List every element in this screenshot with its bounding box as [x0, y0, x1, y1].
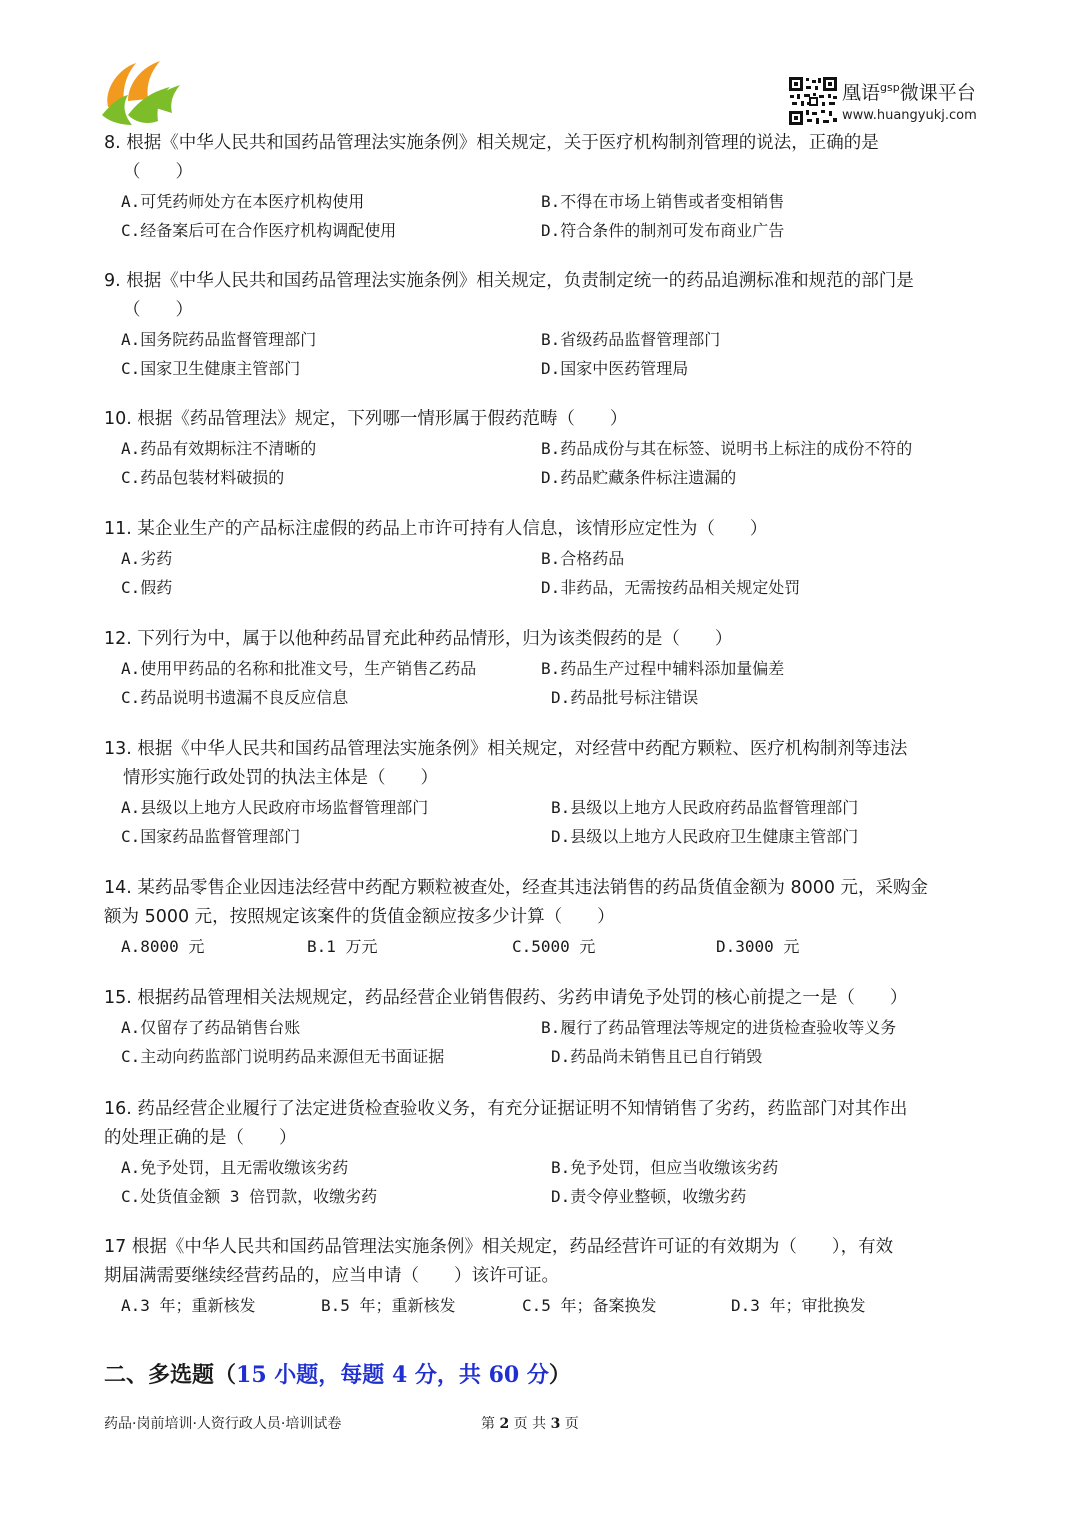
question-15: [104, 984, 984, 1071]
question-17: [104, 1233, 984, 1320]
section-heading-multiple-choice: 二、多选题（15 小题，每题 4 分，共 60 分）: [104, 1362, 571, 1388]
option-a: A.3 年；重新核发: [121, 1296, 256, 1315]
option-b: B.药品成份与其在标签、说明书上标注的成份不符的: [541, 439, 913, 458]
option-c: C.5 年；备案换发: [522, 1296, 657, 1315]
option-d: D.责令停业整顿，收缴劣药: [551, 1187, 747, 1206]
option-list: [104, 793, 984, 851]
question-stem: 10. 根据《药品管理法》规定，下列哪一情形属于假药范畴（ ）: [104, 409, 628, 429]
question-stem: 8. 根据《中华人民共和国药品管理法实施条例》相关规定，关于医疗机构制剂管理的说法，正确的是: [104, 133, 879, 153]
question-stem: 17 根据《中华人民共和国药品管理法实施条例》相关规定，药品经营许可证的有效期为（ ），有效: [104, 1237, 894, 1257]
option-a: A.免予处罚，且无需收缴该劣药: [121, 1158, 349, 1177]
option-d: D.药品尚未销售且已自行销毁: [551, 1047, 763, 1066]
brand-url: www.huangyukj.com: [842, 108, 977, 123]
question-stem-continued: （ ）: [123, 300, 193, 320]
option-d: D.药品批号标注错误: [551, 688, 699, 707]
question-stem: 12. 下列行为中，属于以他种药品冒充此种药品情形，归为该类假药的是（ ）: [104, 629, 733, 649]
option-list: [104, 325, 984, 383]
question-13: [104, 735, 984, 851]
option-c: C.5000 元: [512, 937, 596, 956]
question-stem: 14. 某药品零售企业因违法经营中药配方颗粒被查处，经查其违法销售的药品货值金额为 8000 元，采购金: [104, 878, 929, 898]
question-stem-continued: 额为 5000 元，按照规定该案件的货值金额应按多少计算（ ）: [104, 907, 615, 927]
option-a: A.8000 元: [121, 937, 205, 956]
option-b: B.药品生产过程中辅料添加量偏差: [541, 659, 785, 678]
question-stem: 16. 药品经营企业履行了法定进货检查验收义务，有充分证据证明不知情销售了劣药，药监部门对其作出: [104, 1099, 908, 1119]
footer-doc-title: 药品·岗前培训·人资行政人员·培训试卷: [104, 1416, 342, 1432]
option-b: B.合格药品: [541, 549, 625, 568]
option-a: A.仅留存了药品销售台账: [121, 1018, 301, 1037]
option-c: C.药品说明书遗漏不良反应信息: [121, 688, 349, 707]
option-a: A.可凭药师处方在本医疗机构使用: [121, 192, 365, 211]
option-d: D.符合条件的制剂可发布商业广告: [541, 221, 785, 240]
question-stem: 11. 某企业生产的产品标注虚假的药品上市许可持有人信息，该情形应定性为（ ）: [104, 519, 768, 539]
option-a: A.劣药: [121, 549, 173, 568]
question-stem: 9. 根据《中华人民共和国药品管理法实施条例》相关规定，负责制定统一的药品追溯标准和规范的部门是: [104, 271, 914, 291]
option-b: B.履行了药品管理法等规定的进货检查验收等义务: [541, 1018, 897, 1037]
option-list: [104, 932, 984, 961]
option-a: A.使用甲药品的名称和批准文号，生产销售乙药品: [121, 659, 477, 678]
question-stem-continued: 期届满需要继续经营药品的，应当申请（ ）该许可证。: [104, 1266, 559, 1286]
question-14: [104, 874, 984, 961]
option-d: D.3 年；审批换发: [731, 1296, 866, 1315]
option-b: B.不得在市场上销售或者变相销售: [541, 192, 785, 211]
question-9: [104, 267, 984, 383]
section-detail: 15 小题，每题 4 分，共 60 分: [236, 1362, 549, 1388]
option-c: C.药品包装材料破损的: [121, 468, 285, 487]
option-d: D.县级以上地方人民政府卫生健康主管部门: [551, 827, 859, 846]
option-b: B.县级以上地方人民政府药品监督管理部门: [551, 798, 859, 817]
option-d: D.非药品，无需按药品相关规定处罚: [541, 578, 801, 597]
option-list: [104, 1013, 984, 1071]
footer-page-number: 第 2 页 共 3 页: [481, 1416, 579, 1432]
option-d: D.国家中医药管理局: [541, 359, 689, 378]
question-stem-continued: 的处理正确的是（ ）: [104, 1128, 297, 1148]
option-list: [104, 1291, 984, 1320]
option-a: A.国务院药品监督管理部门: [121, 330, 317, 349]
question-stem-continued: 情形实施行政处罚的执法主体是（ ）: [123, 768, 438, 788]
qr-code-icon: [788, 76, 838, 126]
question-10: [104, 405, 984, 492]
question-11: [104, 515, 984, 602]
option-b: B.省级药品监督管理部门: [541, 330, 721, 349]
option-list: [104, 654, 984, 712]
question-stem: 13. 根据《中华人民共和国药品管理法实施条例》相关规定，对经营中药配方颗粒、医疗机构制剂等违法: [104, 739, 908, 759]
option-c: C.主动向药监部门说明药品来源但无书面证据: [121, 1047, 445, 1066]
option-c: C.经备案后可在合作医疗机构调配使用: [121, 221, 397, 240]
option-b: B.5 年；重新核发: [321, 1296, 456, 1315]
option-d: D.药品贮藏条件标注遗漏的: [541, 468, 737, 487]
brand-block: [788, 74, 988, 126]
option-b: B.免予处罚，但应当收缴该劣药: [551, 1158, 779, 1177]
huangyu-leaf-logo: [98, 55, 182, 129]
option-a: A.药品有效期标注不清晰的: [121, 439, 317, 458]
question-stem: 15. 根据药品管理相关法规规定，药品经营企业销售假药、劣药申请免予处罚的核心前提之一是（ ）: [104, 988, 908, 1008]
brand-name: 凰语$^{gsp}$微课平台: [842, 81, 976, 104]
option-c: C.假药: [121, 578, 173, 597]
option-list: [104, 187, 984, 245]
option-d: D.3000 元: [716, 937, 800, 956]
option-list: [104, 544, 984, 602]
question-12: [104, 625, 984, 712]
question-8: [104, 129, 984, 245]
question-stem-continued: （ ）: [123, 162, 193, 182]
option-c: C.国家药品监督管理部门: [121, 827, 301, 846]
option-c: C.处货值金额 3 倍罚款，收缴劣药: [121, 1187, 378, 1206]
question-16: [104, 1095, 984, 1211]
option-b: B.1 万元: [307, 937, 378, 956]
option-list: [104, 434, 984, 492]
option-c: C.国家卫生健康主管部门: [121, 359, 301, 378]
option-a: A.县级以上地方人民政府市场监督管理部门: [121, 798, 429, 817]
option-list: [104, 1153, 984, 1211]
